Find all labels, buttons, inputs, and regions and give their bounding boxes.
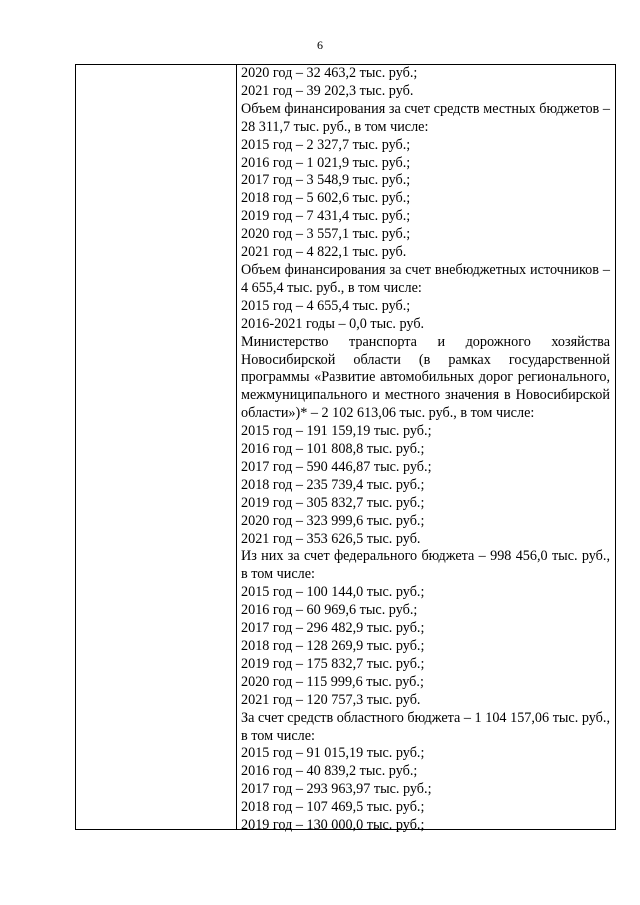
text-line: 2020 год – 115 999,6 тыс. руб.; <box>241 673 424 690</box>
text-line: 2019 год – 7 431,4 тыс. руб.; <box>241 208 411 225</box>
text-line: 2019 год – 305 832,7 тыс. руб.; <box>241 494 425 511</box>
text-line: 2017 год – 293 963,97 тыс. руб.; <box>241 781 432 798</box>
text-line: 2020 год – 32 463,2 тыс. руб.; <box>241 65 418 81</box>
text-line: 2017 год – 296 482,9 тыс. руб.; <box>241 620 425 637</box>
funding-table <box>75 64 616 834</box>
text-line: 2016 год – 1 021,9 тыс. руб.; <box>241 154 411 171</box>
text-paragraph: Министерство транспорта и дорожного хозяйства Новосибирской области (в рамках государственной программы «Развитие автомобильных дорог регионального, межмуниципального и местного значения в Новосибирской области»)* – 2 102 613,06 тыс. руб., в том числе: <box>241 333 610 422</box>
text-line: 2020 год – 3 557,1 тыс. руб.; <box>241 226 411 243</box>
text-line: 2016 год – 40 839,2 тыс. руб.; <box>241 763 418 780</box>
text-line: 2018 год – 128 269,9 тыс. руб.; <box>241 638 425 654</box>
text-line: 2021 год – 353 626,5 тыс. руб. <box>241 530 421 547</box>
text-line: 2021 год – 4 822,1 тыс. руб. <box>241 244 407 261</box>
text-paragraph: За счет средств областного бюджета – 1 104 157,06 тыс. руб., в том числе: <box>241 709 610 744</box>
text-line: 2017 год – 3 548,9 тыс. руб.; <box>241 172 411 189</box>
text-line: 2018 год – 235 739,4 тыс. руб.; <box>241 476 425 493</box>
text-line: 2015 год – 191 159,19 тыс. руб.; <box>241 423 432 440</box>
text-line: 2021 год – 120 757,3 тыс. руб. <box>241 691 421 708</box>
text-line: 2020 год – 323 999,6 тыс. руб.; <box>241 512 425 529</box>
text-line: 2016-2021 годы – 0,0 тыс. руб. <box>241 315 425 332</box>
text-line: 2018 год – 107 469,5 тыс. руб.; <box>241 799 425 816</box>
text-line: 2018 год – 5 602,6 тыс. руб.; <box>241 190 411 207</box>
text-line: 2021 год – 39 202,3 тыс. руб. <box>241 82 414 99</box>
text-line: 2019 год – 130 000,0 тыс. руб.; <box>241 817 425 834</box>
text-line: 2015 год – 2 327,7 тыс. руб.; <box>241 136 411 153</box>
table-right-cell <box>237 65 615 834</box>
text-paragraph: Объем финансирования за счет внебюджетных источников – 4 655,4 тыс. руб., в том числе: <box>241 261 610 296</box>
table-left-cell <box>76 65 237 829</box>
text-line: 2016 год – 60 969,6 тыс. руб.; <box>241 602 418 619</box>
text-line: 2015 год – 4 655,4 тыс. руб.; <box>241 297 411 314</box>
text-line: 2019 год – 175 832,7 тыс. руб.; <box>241 655 425 672</box>
text-paragraph: Объем финансирования за счет средств местных бюджетов – 28 311,7 тыс. руб., в том числе: <box>241 100 610 135</box>
text-line: 2016 год – 101 808,8 тыс. руб.; <box>241 441 425 458</box>
page-number: 6 <box>317 38 323 52</box>
text-line: 2015 год – 100 144,0 тыс. руб.; <box>241 584 425 601</box>
text-line: 2017 год – 590 446,87 тыс. руб.; <box>241 458 432 475</box>
text-paragraph: Из них за счет федерального бюджета – 998 456,0 тыс. руб., в том числе: <box>241 548 610 583</box>
text-line: 2015 год – 91 015,19 тыс. руб.; <box>241 745 425 762</box>
